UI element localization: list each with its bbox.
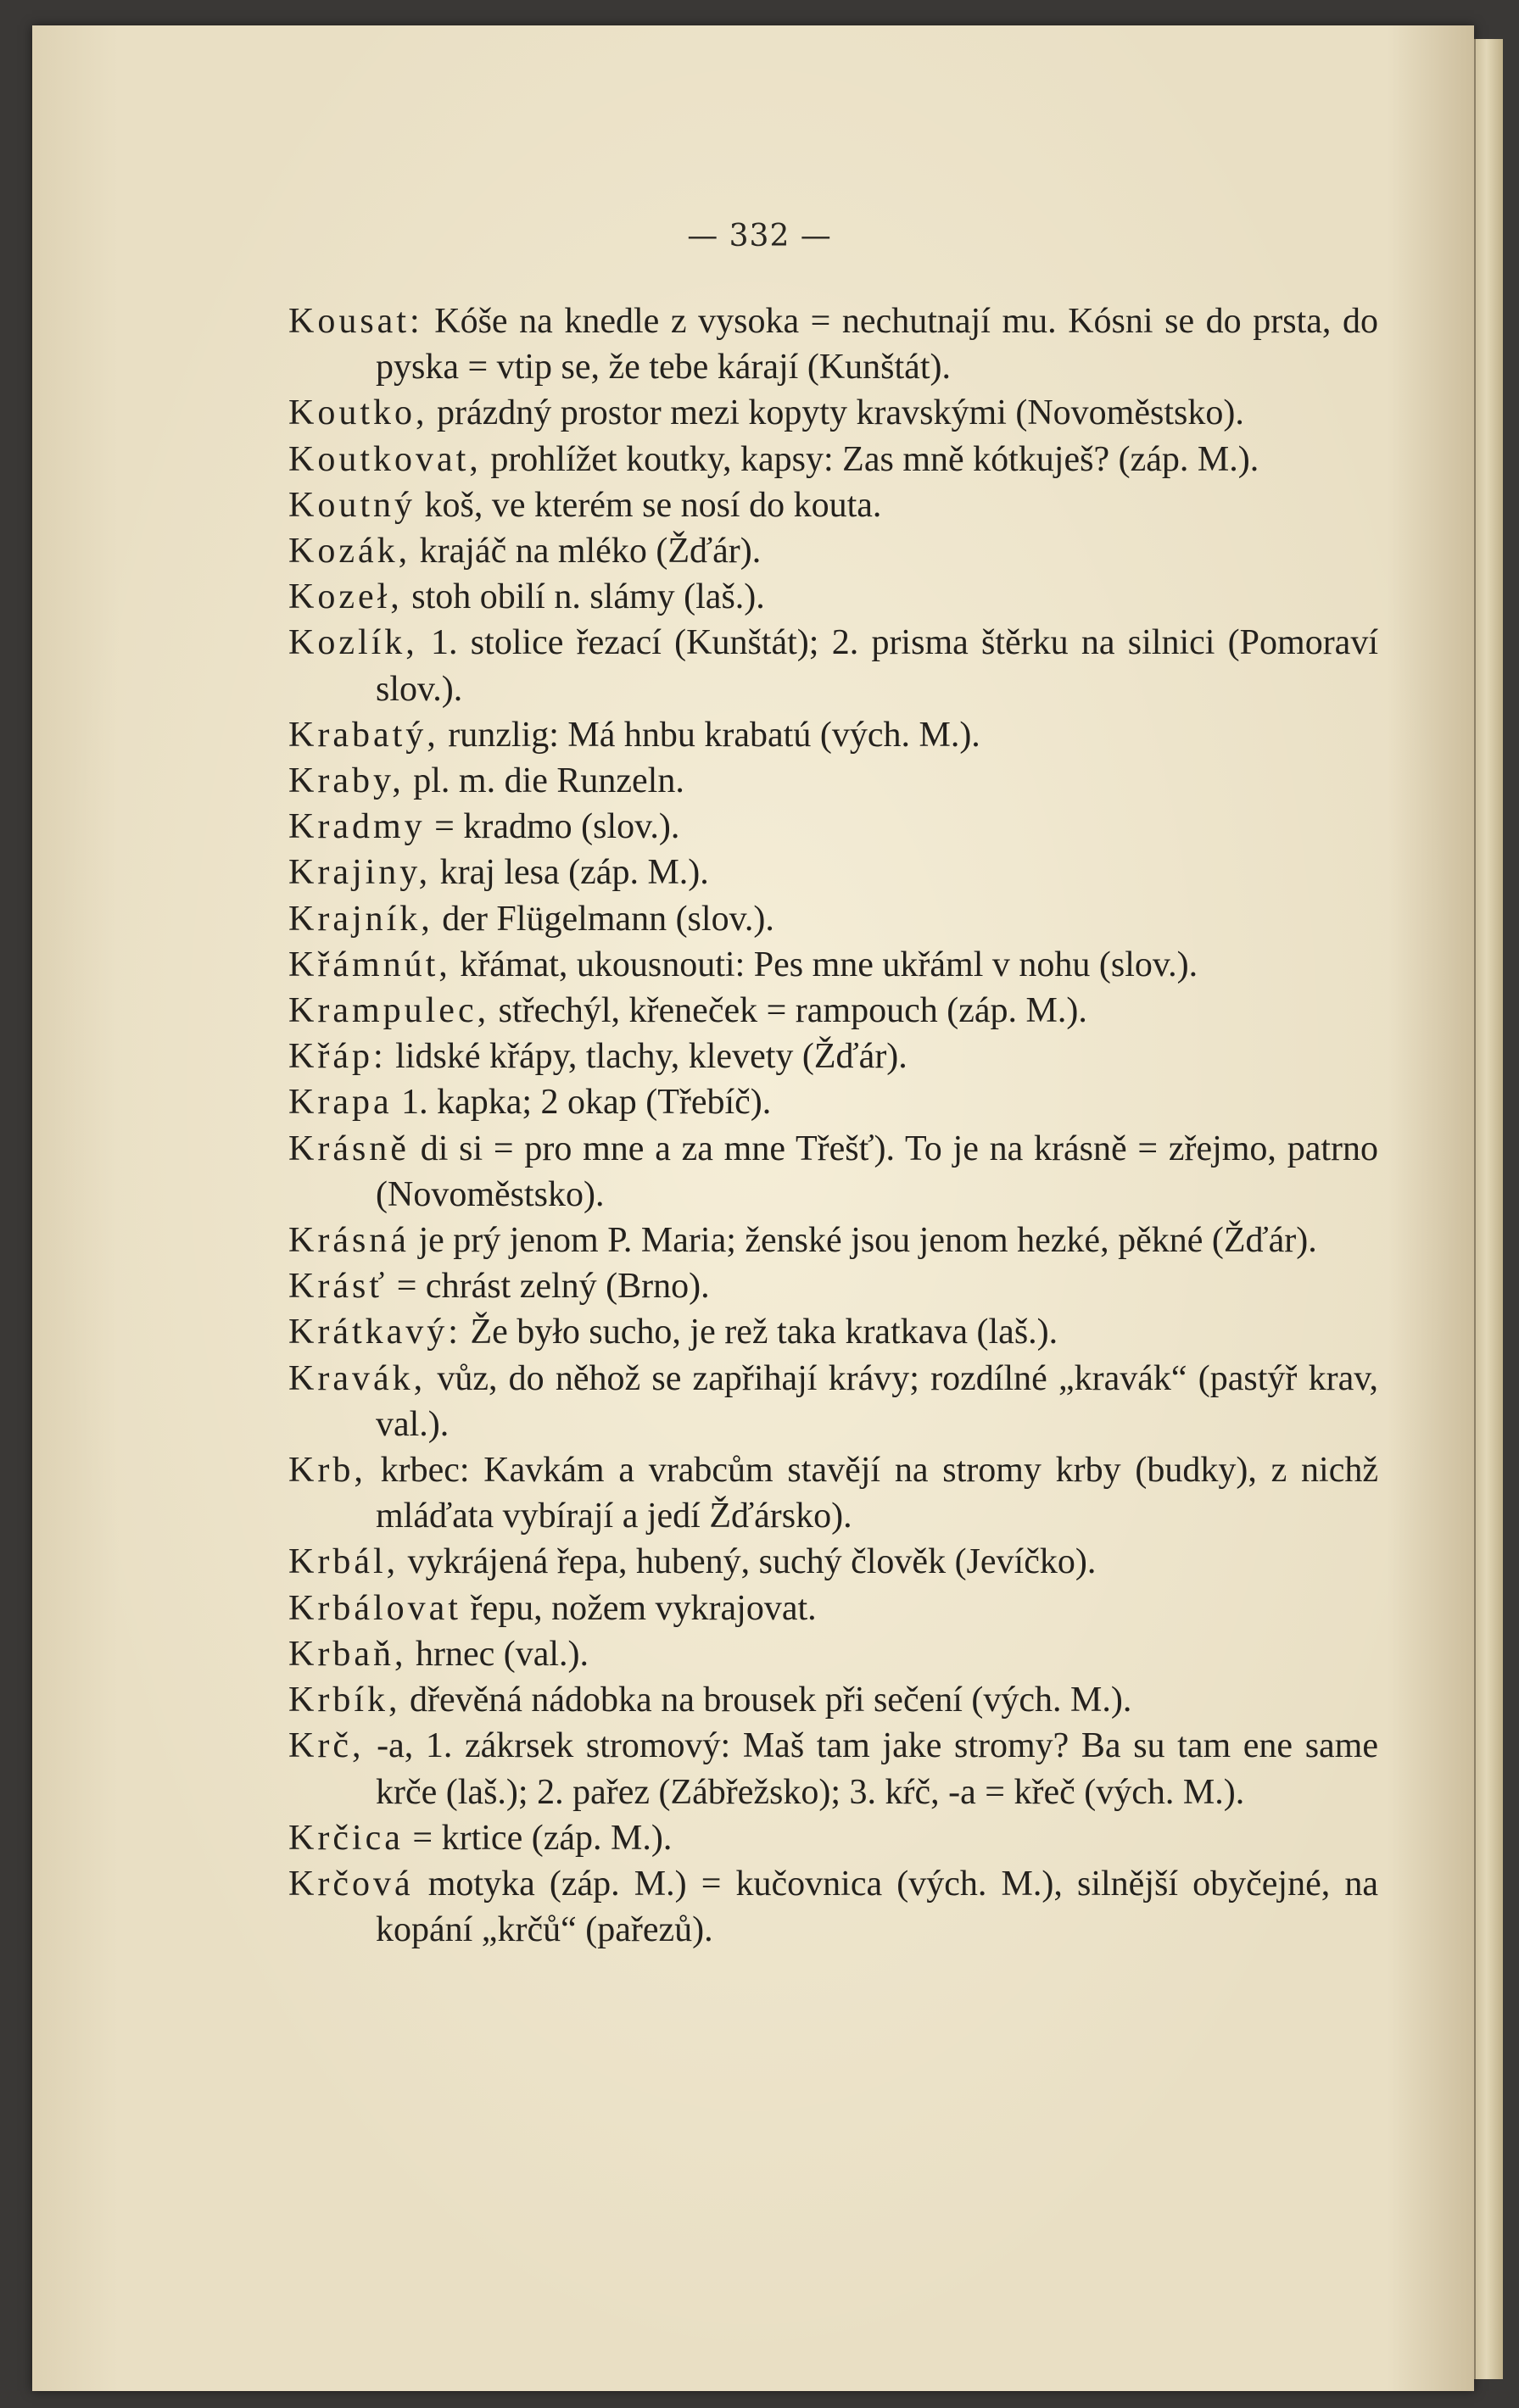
dictionary-entry [288, 1539, 1378, 1585]
dictionary-entry [288, 1677, 1378, 1723]
entry-headword: Krampulec, [288, 991, 490, 1031]
entry-definition: 1. kapka; 2 okap (Třebíč). [392, 1083, 772, 1123]
entry-headword: Krajiny, [288, 853, 432, 893]
entry-definition: vykrájená řepa, hubený, suchý člověk (Jevíčko). [399, 1542, 1097, 1582]
entry-headword: Krbík, [288, 1681, 401, 1720]
dictionary-entry [288, 1586, 1378, 1631]
dictionary-entry [288, 574, 1378, 620]
dictionary-entry [288, 896, 1378, 942]
entry-definition: řepu, nožem vykrajovat. [461, 1588, 817, 1628]
entry-definition: lidské křápy, tlachy, klevety (Žďár). [386, 1037, 907, 1077]
dictionary-entry [288, 298, 1378, 390]
entry-headword: Koutko, [288, 393, 428, 433]
dictionary-entry [288, 942, 1378, 988]
entry-headword: Krčica [288, 1818, 404, 1858]
entry-headword: Kozlík, [288, 623, 418, 663]
dictionary-entry [288, 804, 1378, 850]
entry-definition: křámat, ukousnouti: Pes mne ukřáml v nohu (slov.). [450, 945, 1198, 984]
entry-headword: Krapa [288, 1083, 393, 1123]
entry-headword: Krajník, [288, 899, 433, 939]
entry-headword: Krásná [288, 1221, 410, 1261]
entry-headword: Krb, [288, 1451, 366, 1491]
page-edge-shadow [1474, 39, 1503, 2379]
dictionary-entry [288, 1126, 1378, 1218]
dictionary-entry [288, 1815, 1378, 1861]
entry-headword: Křámnút, [288, 945, 451, 984]
dictionary-entry [288, 1631, 1378, 1677]
dictionary-entry [288, 390, 1378, 436]
dictionary-entry [288, 712, 1378, 758]
dictionary-entry [288, 850, 1378, 895]
entry-headword: Kraby, [288, 761, 405, 801]
entry-headword: Krabatý, [288, 715, 439, 755]
entry-headword: Koutkovat, [288, 439, 482, 479]
dictionary-entry [288, 528, 1378, 574]
entry-definition: = chrást zelný (Brno). [388, 1267, 710, 1307]
entry-headword: Krč, [288, 1726, 365, 1766]
entry-definition: = krtice (záp. M.). [403, 1818, 673, 1858]
entry-definition: střechýl, křeneček = rampouch (záp. M.). [489, 991, 1087, 1031]
entry-definition: koš, ve kterém se nosí do kouta. [416, 485, 882, 525]
entry-headword: Krátkavý: [288, 1313, 461, 1352]
entry-headword: Krbál, [288, 1542, 399, 1582]
entry-definition: Že było sucho, je rež taka kratkava (laš.). [461, 1313, 1058, 1352]
entry-headword: Koutný [288, 485, 416, 525]
entry-headword: Kousat: [288, 302, 423, 341]
entry-headword: Kradmy [288, 807, 426, 847]
dictionary-entries [288, 298, 1378, 1953]
entry-definition: der Flügelmann (slov.). [433, 899, 774, 939]
entry-definition: stoh obilí n. slámy (laš.). [402, 577, 765, 617]
entry-definition: Kóše na knedle z vysoka = nechutnají mu. Kósni se do prsta, do pyska = vtip se, že tebe kárají (Kunštát). [376, 302, 1378, 387]
dictionary-entry [288, 1079, 1378, 1125]
dictionary-entry [288, 1356, 1378, 1447]
entry-definition: dřevěná nádobka na brousek při sečení (vých. M.). [400, 1681, 1132, 1720]
entry-headword: Krbálovat [288, 1588, 461, 1628]
entry-definition: 1. stolice řezací (Kunštát); 2. prisma štěrku na silnici (Pomoraví slov.). [376, 623, 1378, 709]
entry-definition: je prý jenom P. Maria; ženské jsou jenom hezké, pěkné (Žďár). [409, 1221, 1317, 1261]
dictionary-entry [288, 1263, 1378, 1309]
entry-definition: prázdný prostor mezi kopyty kravskými (Novoměstsko). [427, 393, 1244, 433]
entry-definition: vůz, do něhož se zapřihají krávy; rozdílné „kravák“ (pastýř krav, val.). [376, 1358, 1378, 1444]
entry-definition: motyka (záp. M.) = kučovnica (vých. M.), silnější obyčejné, na kopání „krčů“ (pařezů). [376, 1864, 1378, 1950]
entry-headword: Křáp: [288, 1037, 387, 1077]
dictionary-entry [288, 1723, 1378, 1814]
entry-headword: Krásně [288, 1129, 410, 1168]
entry-definition: prohlížet koutky, kapsy: Zas mně kótkuješ? (záp. M.). [481, 439, 1259, 479]
entry-definition: = kradmo (slov.). [425, 807, 680, 847]
entry-definition: krbec: Kavkám a vrabcům stavějí na stromy krby (budky), z nichž mláďata vybírají a jedí Žďársko). [366, 1451, 1378, 1536]
dictionary-entry [288, 1218, 1378, 1263]
entry-headword: Kozák, [288, 532, 411, 571]
dictionary-entry [288, 988, 1378, 1034]
entry-headword: Kravák, [288, 1358, 427, 1398]
entry-definition: hrnec (val.). [406, 1634, 589, 1674]
dictionary-entry [288, 482, 1378, 528]
entry-headword: Krásť [288, 1267, 388, 1307]
dictionary-entry [288, 1861, 1378, 1953]
entry-definition: krajáč na mléko (Žďár). [410, 532, 762, 571]
dictionary-entry [288, 620, 1378, 711]
dictionary-entry [288, 437, 1378, 482]
entry-headword: Krbaň, [288, 1634, 407, 1674]
dictionary-entry [288, 1034, 1378, 1079]
dictionary-entry [288, 1447, 1378, 1539]
dictionary-entry [288, 1309, 1378, 1355]
entry-definition: runzlig: Má hnbu krabatú (vých. M.). [438, 715, 980, 755]
entry-headword: Kozeł, [288, 577, 403, 617]
entry-definition: di si = pro mne a za mne Třešť). To je na krásně = zřejmo, patrno (Novoměstsko). [376, 1129, 1378, 1214]
entry-definition: -a, 1. zákrsek stromový: Maš tam jake stromy? Ba su tam ene same krče (laš.); 2. pařez (Zábřežsko); 3. kŕč, -a = křeč (vých. M.). [364, 1726, 1378, 1812]
entry-definition: kraj lesa (záp. M.). [431, 853, 709, 893]
entry-headword: Krčová [288, 1864, 414, 1904]
page-number: — 332 — [687, 219, 832, 254]
entry-definition: pl. m. die Runzeln. [404, 761, 684, 801]
dictionary-entry [288, 758, 1378, 804]
